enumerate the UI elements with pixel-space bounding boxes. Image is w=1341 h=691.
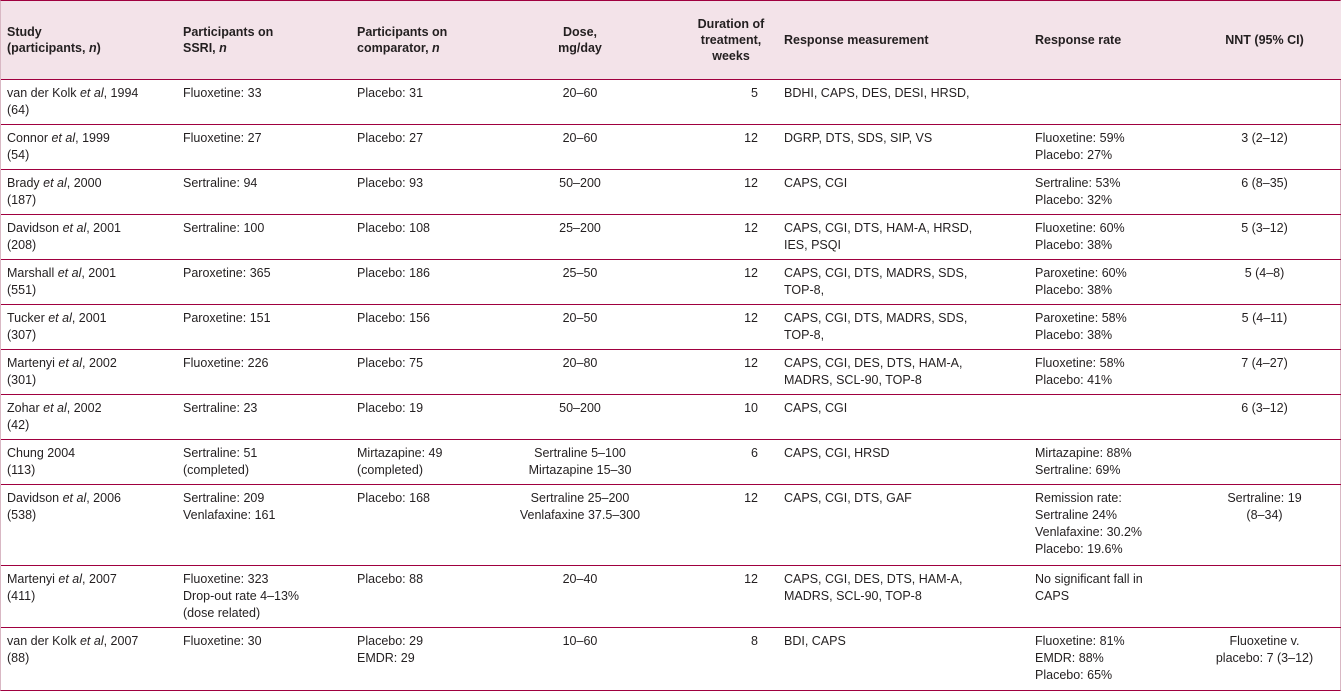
cell-duration: 12 <box>650 260 778 305</box>
header-response-measurement: Response measurement <box>778 1 1029 80</box>
table-body <box>1 80 1341 685</box>
cell-ssri: Sertraline: 100 <box>177 215 351 260</box>
cell-response-measurement: BDI, CAPS <box>784 634 846 648</box>
cell-comparator: Placebo: 75 <box>351 350 510 395</box>
cell-ssri: Paroxetine: 151 <box>177 305 351 350</box>
cell-ssri: Fluoxetine: 33 <box>177 80 351 125</box>
cell-duration: 12 <box>650 305 778 350</box>
cell-study: Marshall et al, 2001 (551) <box>1 260 177 305</box>
cell-response-measurement: CAPS, CGI, DTS, HAM-A, HRSD, IES, PSQI <box>778 215 1029 260</box>
cell-comparator: Placebo: 27 <box>351 125 510 170</box>
table-row <box>1 395 1341 440</box>
cell-response-measurement: CAPS, CGI, DTS, MADRS, SDS, TOP-8, <box>778 260 1029 305</box>
cell-dose: 20–50 <box>510 305 650 350</box>
cell-nnt: 3 (2–12) <box>1187 125 1341 170</box>
cell-dose: 10–60 <box>562 634 598 648</box>
cell-study: Martenyi et al, 2002 (301) <box>1 350 177 395</box>
cell-response-measurement: CAPS, CGI <box>778 395 1029 440</box>
header-duration: Duration of treatment, weeks <box>650 1 778 80</box>
cell-nnt: 5 (4–8) <box>1187 260 1341 305</box>
cell-response-rate: Fluoxetine: 60% Placebo: 38% <box>1029 215 1187 260</box>
cell-comparator: Placebo: 88 <box>351 566 510 628</box>
table-row <box>1 170 1341 215</box>
cell-comparator: Placebo: 168 <box>351 485 510 566</box>
cell-comparator: Placebo: 93 <box>351 170 510 215</box>
cell-response-measurement: CAPS, CGI <box>778 170 1029 215</box>
cell-study: Connor et al, 1999 (54) <box>1 125 177 170</box>
header-study: Study (participants, n) <box>1 1 177 80</box>
cell-nnt: Fluoxetine v. placebo: 7 (3–12) <box>1215 634 1314 665</box>
cell-ssri: Paroxetine: 365 <box>177 260 351 305</box>
cell-dose: 20–60 <box>510 125 650 170</box>
cell-ssri: Fluoxetine: 27 <box>177 125 351 170</box>
header-ssri: Participants on SSRI, n <box>177 1 351 80</box>
cell-response-measurement: CAPS, CGI, DES, DTS, HAM-A, MADRS, SCL-90, TOP-8 <box>778 566 1029 628</box>
cell-duration: 12 <box>650 485 778 566</box>
cell-response-rate <box>1029 80 1187 125</box>
cell-study: van der Kolk et al, 1994 (64) <box>1 80 177 125</box>
cell-comparator: Placebo: 19 <box>351 395 510 440</box>
cell-ssri: Fluoxetine: 30 <box>183 634 262 648</box>
cell-dose: 25–200 <box>510 215 650 260</box>
cell-nnt: 5 (4–11) <box>1187 305 1341 350</box>
cell-ssri: Sertraline: 23 <box>177 395 351 440</box>
table-row <box>1 215 1341 260</box>
cell-study: Brady et al, 2000 (187) <box>1 170 177 215</box>
cell-response-measurement: CAPS, CGI, DTS, MADRS, SDS, TOP-8, <box>778 305 1029 350</box>
cell-nnt: 7 (4–27) <box>1187 350 1341 395</box>
cell-comparator: Placebo: 108 <box>351 215 510 260</box>
cell-response-rate <box>1029 395 1187 440</box>
table-row <box>1 440 1341 485</box>
cell-dose: 50–200 <box>510 395 650 440</box>
cell-duration: 12 <box>650 350 778 395</box>
header-comparator: Participants on comparator, n <box>351 1 510 80</box>
table-row <box>1 80 1341 125</box>
cell-response-rate: No significant fall in CAPS <box>1029 566 1187 628</box>
cell-duration: 10 <box>650 395 778 440</box>
cell-nnt: 6 (8–35) <box>1187 170 1341 215</box>
cell-comparator: Placebo: 31 <box>351 80 510 125</box>
cell-ssri: Fluoxetine: 226 <box>177 350 351 395</box>
cell-response-measurement: BDHI, CAPS, DES, DESI, HRSD, <box>778 80 1029 125</box>
cell-nnt <box>1187 566 1341 628</box>
cell-dose: 25–50 <box>510 260 650 305</box>
cell-dose: 50–200 <box>510 170 650 215</box>
cell-response-rate: Paroxetine: 58% Placebo: 38% <box>1029 305 1187 350</box>
header-response-rate: Response rate <box>1029 1 1187 80</box>
cell-ssri: Sertraline: 209 Venlafaxine: 161 <box>177 485 351 566</box>
table-row <box>1 125 1341 170</box>
cell-ssri: Sertraline: 51 (completed) <box>177 440 351 485</box>
cell-nnt: 6 (3–12) <box>1187 395 1341 440</box>
cell-study: Zohar et al, 2002 (42) <box>1 395 177 440</box>
cell-study: Martenyi et al, 2007 (411) <box>1 566 177 628</box>
table-row <box>1 485 1341 566</box>
cell-nnt <box>1187 80 1341 125</box>
table-row <box>1 350 1341 395</box>
cell-comparator: Placebo: 29 EMDR: 29 <box>357 634 424 665</box>
table-header-row <box>1 1 1341 80</box>
table-row <box>1 305 1341 350</box>
cell-duration: 12 <box>650 215 778 260</box>
cell-comparator: Mirtazapine: 49 (completed) <box>351 440 510 485</box>
ssri-trials-table <box>1 1 1341 684</box>
table-row <box>1 628 1341 685</box>
table-row <box>1 260 1341 305</box>
cell-study: Davidson et al, 2006 (538) <box>1 485 177 566</box>
cell-ssri: Sertraline: 94 <box>177 170 351 215</box>
cell-comparator: Placebo: 186 <box>351 260 510 305</box>
cell-nnt: Sertraline: 19 (8–34) <box>1187 485 1341 566</box>
cell-study: Davidson et al, 2001 (208) <box>1 215 177 260</box>
cell-response-rate: Fluoxetine: 58% Placebo: 41% <box>1029 350 1187 395</box>
cell-duration: 12 <box>650 170 778 215</box>
cell-response-measurement: CAPS, CGI, HRSD <box>778 440 1029 485</box>
cell-duration: 12 <box>650 125 778 170</box>
cell-response-rate: Paroxetine: 60% Placebo: 38% <box>1029 260 1187 305</box>
cell-nnt <box>1187 440 1341 485</box>
cell-duration: 6 <box>650 440 778 485</box>
cell-ssri: Fluoxetine: 323 Drop-out rate 4–13% (dose related) <box>177 566 351 628</box>
header-dose: Dose, mg/day <box>510 1 650 80</box>
cell-dose: 20–40 <box>510 566 650 628</box>
cell-comparator: Placebo: 156 <box>351 305 510 350</box>
cell-response-rate: Remission rate: Sertraline 24% Venlafaxine: 30.2% Placebo: 19.6% <box>1029 485 1187 566</box>
cell-dose: Sertraline 25–200 Venlafaxine 37.5–300 <box>510 485 650 566</box>
cell-response-measurement: CAPS, CGI, DES, DTS, HAM-A, MADRS, SCL-90, TOP-8 <box>778 350 1029 395</box>
cell-nnt: 5 (3–12) <box>1187 215 1341 260</box>
table-row <box>1 566 1341 628</box>
cell-response-rate: Sertraline: 53% Placebo: 32% <box>1029 170 1187 215</box>
cell-response-rate: Mirtazapine: 88% Sertraline: 69% <box>1029 440 1187 485</box>
cell-duration: 5 <box>650 80 778 125</box>
cell-duration: 8 <box>751 634 758 648</box>
cell-study: Tucker et al, 2001 (307) <box>1 305 177 350</box>
cell-response-measurement: CAPS, CGI, DTS, GAF <box>778 485 1029 566</box>
cell-response-measurement: DGRP, DTS, SDS, SIP, VS <box>778 125 1029 170</box>
cell-dose: Sertraline 5–100 Mirtazapine 15–30 <box>510 440 650 485</box>
header-nnt: NNT (95% CI) <box>1187 1 1341 80</box>
cell-response-rate: Fluoxetine: 81% EMDR: 88% Placebo: 65% <box>1035 634 1125 682</box>
cell-study: Chung 2004 (113) <box>1 440 177 485</box>
cell-response-rate: Fluoxetine: 59% Placebo: 27% <box>1029 125 1187 170</box>
cell-duration: 12 <box>650 566 778 628</box>
cell-dose: 20–60 <box>510 80 650 125</box>
cell-dose: 20–80 <box>510 350 650 395</box>
cell-study: van der Kolk et al, 2007 (88) <box>7 634 139 665</box>
